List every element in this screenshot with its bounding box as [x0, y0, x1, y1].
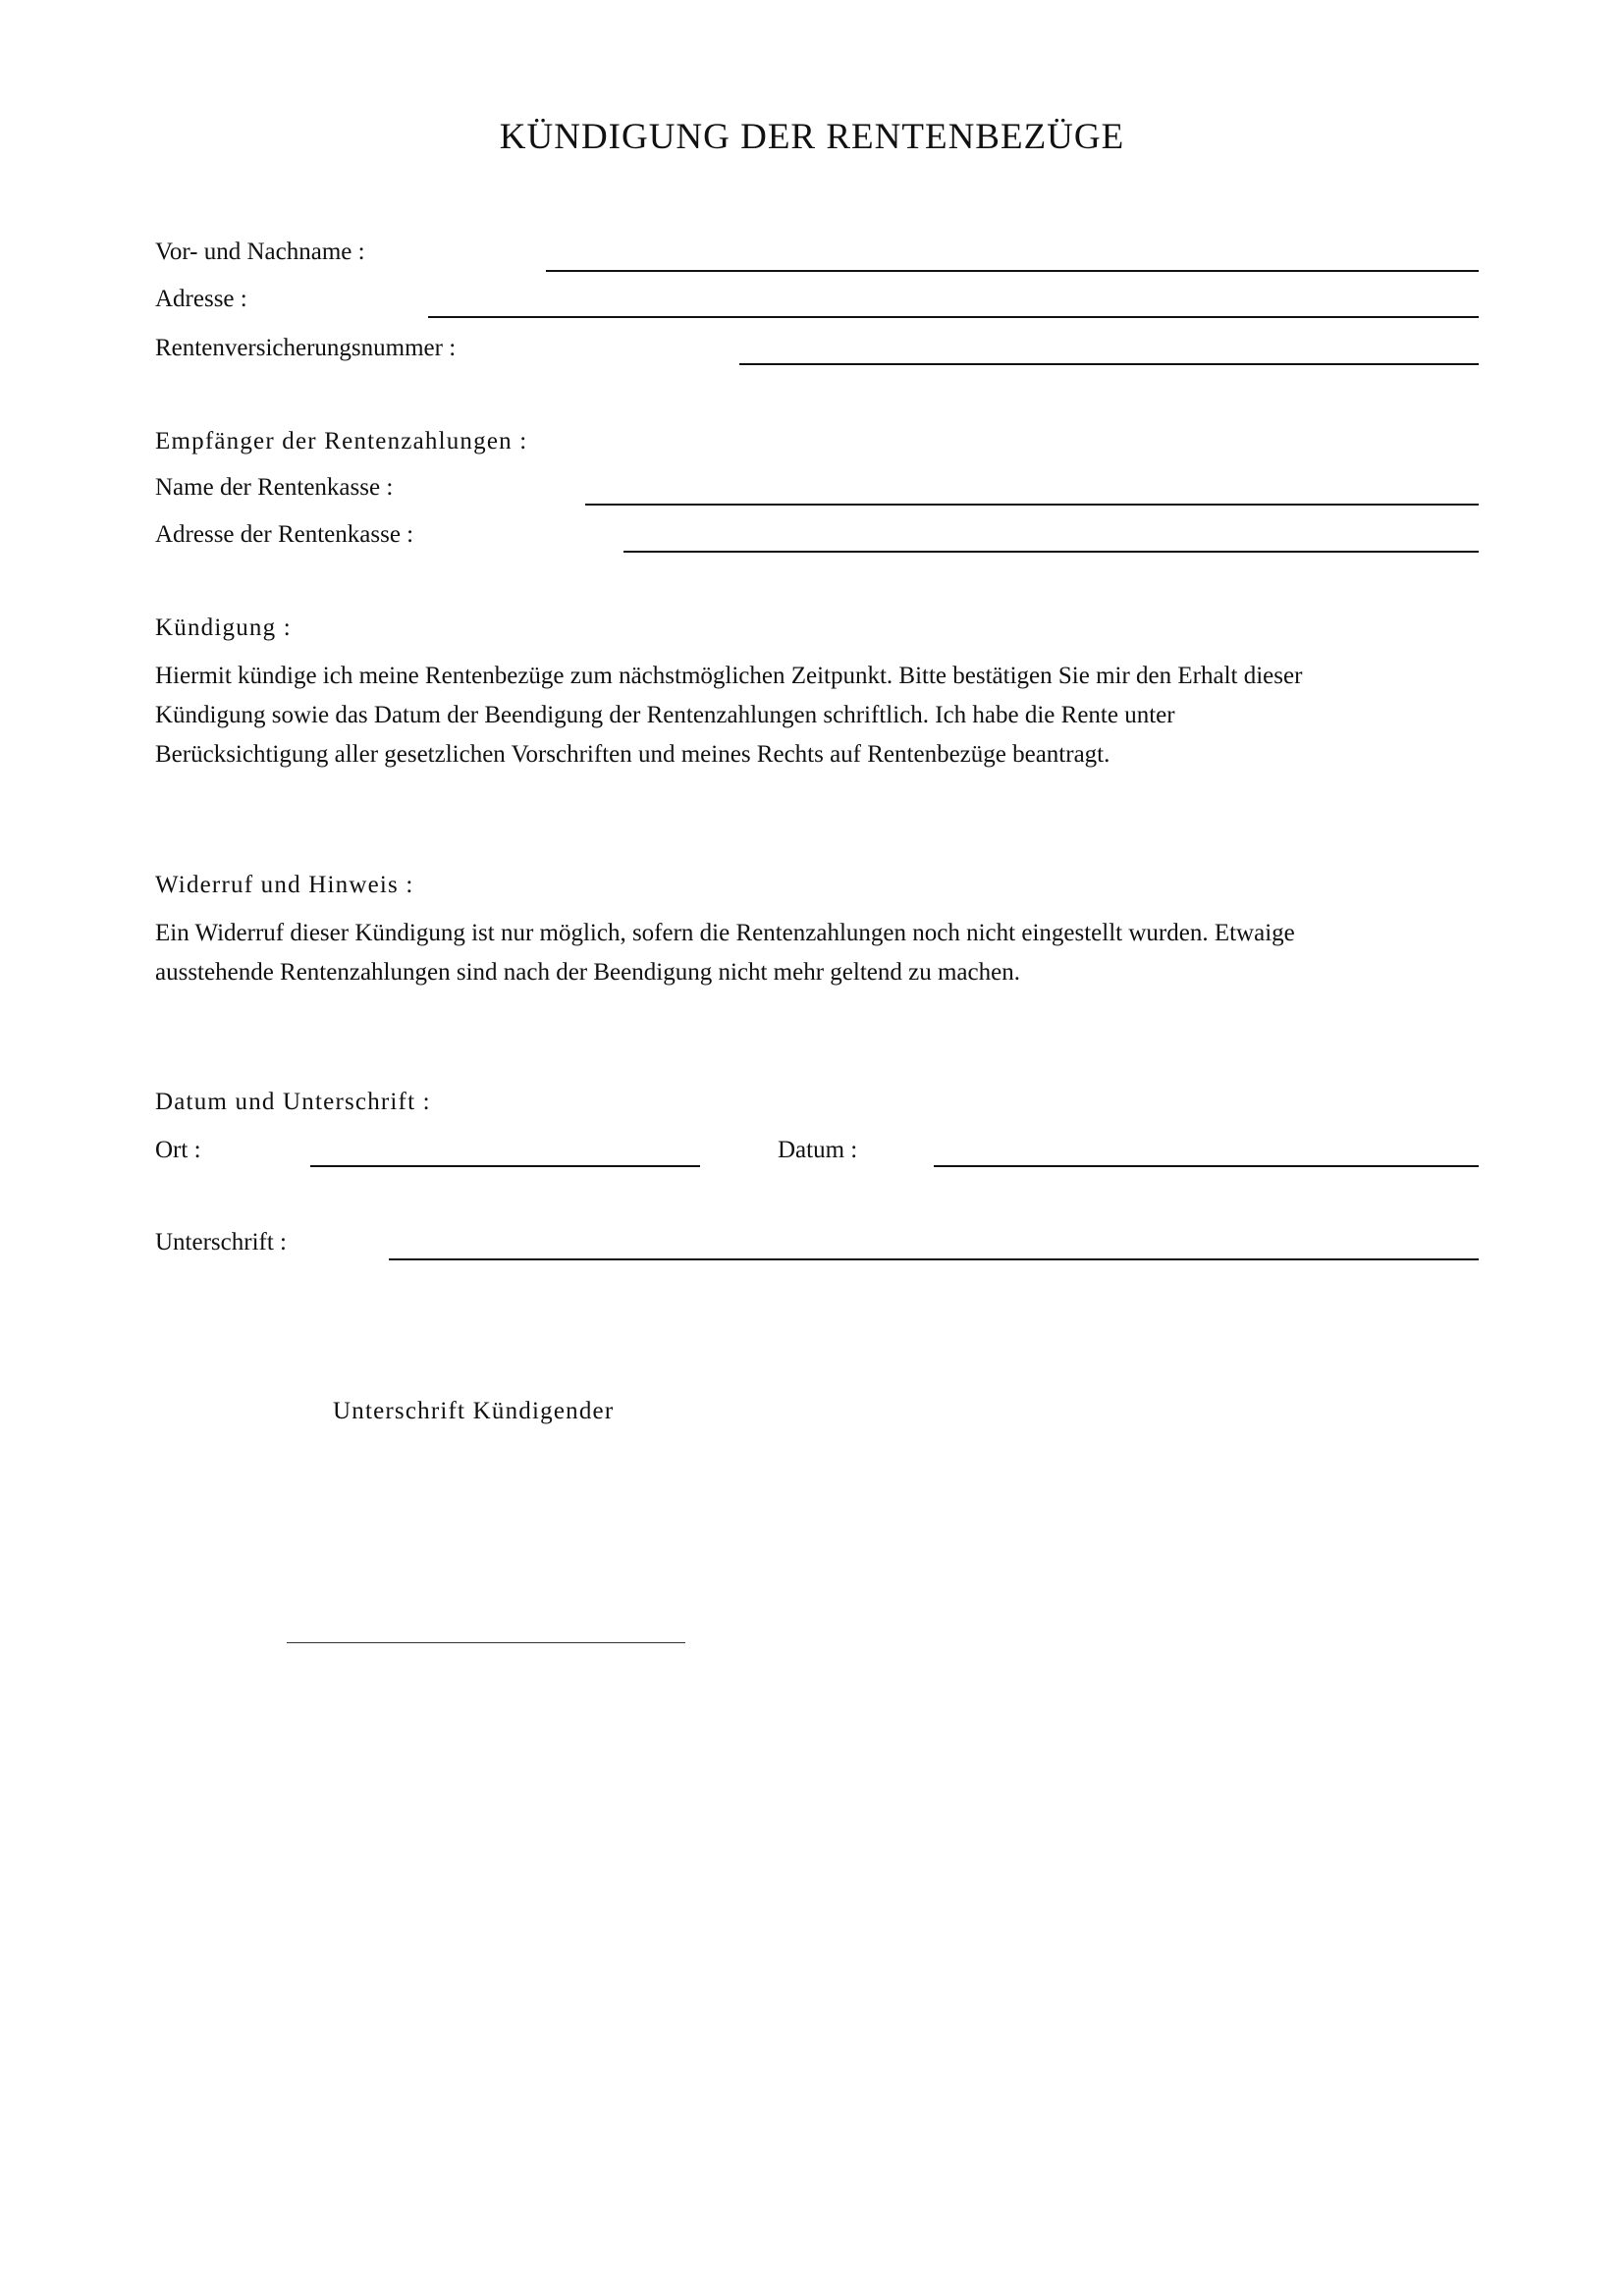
name-field[interactable] — [546, 270, 1479, 272]
place-label: Ort : — [155, 1137, 201, 1163]
termination-text — [155, 657, 1490, 774]
name-label: Vor- und Nachname : — [155, 239, 365, 265]
revocation-line: Ein Widerruf dieser Kündigung ist nur möglich, sofern die Rentenzahlungen noch nicht eingestellt wurden. Etwaige — [155, 920, 1295, 946]
fund-name-field[interactable] — [585, 504, 1479, 506]
address-label: Adresse : — [155, 286, 247, 312]
insurance-number-field[interactable] — [739, 363, 1479, 365]
revocation-heading: Widerruf und Hinweis : — [155, 872, 414, 898]
fund-name-label: Name der Rentenkasse : — [155, 474, 394, 501]
termination-line: Kündigung sowie das Datum der Beendigung der Rentenzahlungen schriftlich. Ich habe die Rente unter — [155, 702, 1175, 728]
date-field[interactable] — [934, 1165, 1479, 1167]
termination-heading: Kündigung : — [155, 614, 292, 641]
revocation-text — [155, 914, 1490, 992]
signer-signature-line[interactable] — [287, 1642, 685, 1643]
termination-line: Hiermit kündige ich meine Rentenbezüge zum nächstmöglichen Zeitpunkt. Bitte bestätigen Sie mir den Erhalt dieser — [155, 663, 1303, 689]
place-field[interactable] — [310, 1165, 700, 1167]
fund-address-field[interactable] — [623, 551, 1479, 553]
revocation-line: ausstehende Rentenzahlungen sind nach der Beendigung nicht mehr geltend zu machen. — [155, 959, 1020, 986]
signature-field[interactable] — [389, 1258, 1479, 1260]
signature-heading: Datum und Unterschrift : — [155, 1089, 431, 1115]
signature-label: Unterschrift : — [155, 1229, 287, 1255]
date-label: Datum : — [778, 1137, 858, 1163]
insurance-number-label: Rentenversicherungsnummer : — [155, 335, 457, 361]
termination-line: Berücksichtigung aller gesetzlichen Vorschriften und meines Rechts auf Rentenbezüge beantragt. — [155, 741, 1110, 768]
document-title: KÜNDIGUNG DER RENTENBEZÜGE — [499, 117, 1125, 157]
signer-caption: Unterschrift Kündigender — [333, 1398, 615, 1424]
fund-address-label: Adresse der Rentenkasse : — [155, 521, 414, 548]
address-field[interactable] — [428, 316, 1479, 318]
recipient-heading: Empfänger der Rentenzahlungen : — [155, 428, 528, 454]
